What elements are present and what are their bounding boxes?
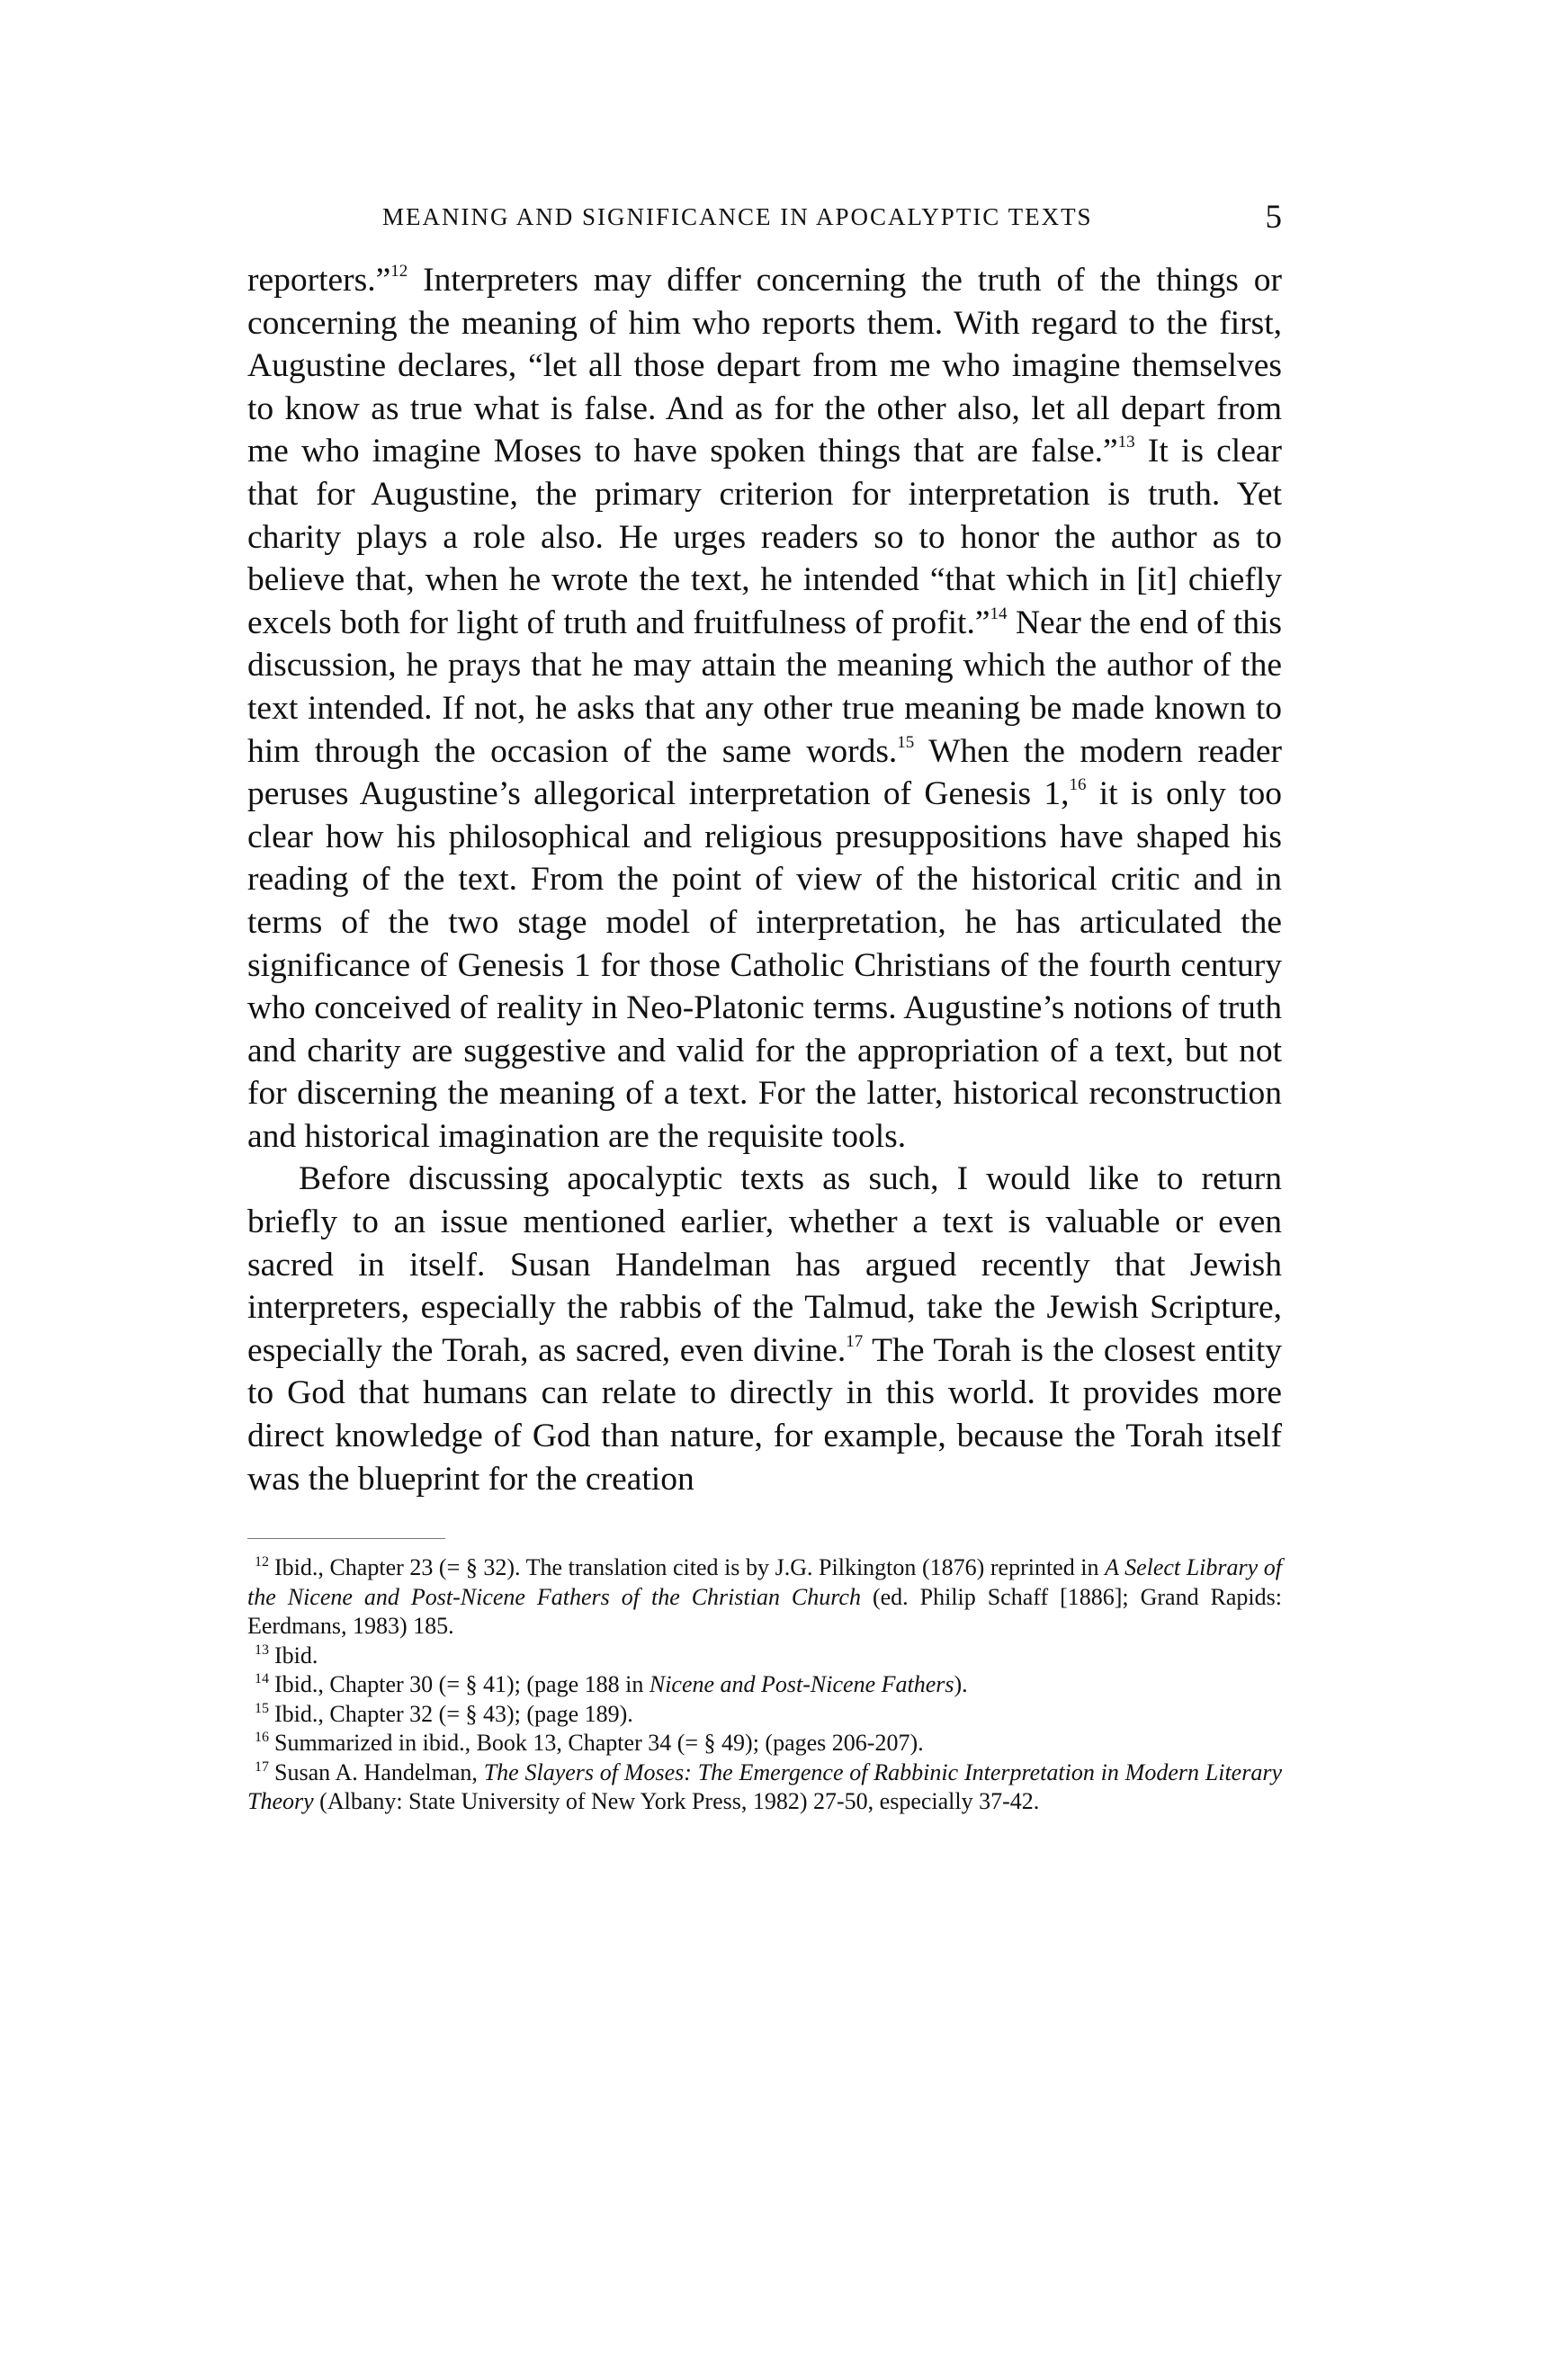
footnote-text: (ed. Philip Schaff [1886]; Grand Rapids: Eerdmans, 1983) 185. xyxy=(247,1583,1282,1640)
footnote-12 xyxy=(247,1553,1282,1642)
text-run: Near the end of this discussion, he prays that he may attain the meaning which the author of the text intended. If not, he asks that any other true meaning be made known to him through the occasion of the same words. xyxy=(247,604,1282,770)
footnote-text: Ibid. xyxy=(274,1642,318,1669)
text-run: reporters.” xyxy=(247,262,391,299)
footnote-text: Susan A. Handelman, xyxy=(274,1758,484,1785)
running-title: MEANING AND SIGNIFICANCE IN APOCALYPTIC TEXTS xyxy=(382,203,1093,230)
text-run: When the modern reader peruses Augustine’s allegorical interpretation of Genesis 1, xyxy=(247,732,1282,813)
running-head xyxy=(247,198,1282,234)
footnote-title: Nicene and Post-Nicene Fathers xyxy=(649,1671,954,1698)
text-run: It is clear that for Augustine, the primary criterion for interpretation is truth. Yet charity plays a role also. He urges readers so to honor the author as to believe that, when he wrote the text, he intended “that which in [it] chiefly excels both for light of truth and fruitfulness of profit.” xyxy=(247,433,1282,641)
footnote-number: 16 xyxy=(255,1730,269,1746)
text-run: The Torah is the closest entity to God that humans can relate to directly in this world. It provides more direct knowledge of God than nature, for example, because the Torah itself was the blueprint for the creation xyxy=(247,1331,1282,1498)
footnote-ref-15: 15 xyxy=(897,732,915,752)
footnote-text: Ibid., Chapter 30 (= § 41); (page 188 in xyxy=(274,1671,650,1698)
footnote-text: Ibid., Chapter 23 (= § 32). The translation cited is by J.G. Pilkington (1876) reprinted in xyxy=(274,1554,1106,1581)
paragraph-2 xyxy=(247,1158,1282,1500)
footnote-14 xyxy=(247,1670,1282,1700)
page-number: 5 xyxy=(1265,199,1282,236)
footnote-divider xyxy=(247,1538,445,1539)
footnote-number: 17 xyxy=(255,1758,269,1775)
footnote-text: Summarized in ibid., Book 13, Chapter 34 (= § 49); (pages 206-207). xyxy=(274,1730,924,1757)
book-page xyxy=(247,198,1282,1817)
footnote-number: 12 xyxy=(255,1554,269,1570)
footnote-ref-16: 16 xyxy=(1069,775,1087,795)
footnote-ref-14: 14 xyxy=(990,604,1008,623)
footnote-17 xyxy=(247,1758,1282,1817)
footnote-title: A Select Library of the Nicene and Post-Nicene Fathers of the Christian Church xyxy=(247,1554,1282,1610)
footnote-15 xyxy=(247,1700,1282,1730)
footnote-number: 13 xyxy=(255,1642,269,1658)
footnote-text: (Albany: State University of New York Press, 1982) 27-50, especially 37-42. xyxy=(313,1788,1040,1815)
footnote-16 xyxy=(247,1729,1282,1758)
text-run: it is only too clear how his philosophical and religious presuppositions have shaped his reading of the text. From the point of view of the historical critic and in terms of the two stage model of interpretation, he has articulated the significance of Genesis 1 for those Catholic Christians of the fourth century who conceived of reality in Neo-Platonic terms. Augustine’s notions of truth and charity are suggestive and valid for the appropriation of a text, but not for discerning the meaning of a text. For the latter, historical reconstruction and historical imagination are the requisite tools. xyxy=(247,775,1282,1155)
footnote-13 xyxy=(247,1642,1282,1671)
footnote-ref-17: 17 xyxy=(846,1331,864,1351)
footnote-number: 14 xyxy=(255,1671,269,1687)
paragraph-1 xyxy=(247,259,1282,1158)
footnote-title: The Slayers of Moses: The Emergence of Rabbinic Interpretation in Modern Literary Theory xyxy=(247,1758,1282,1815)
text-run: Before discussing apocalyptic texts as such, I would like to return briefly to an issue mentioned earlier, whether a text is valuable or even sacred in itself. Susan Handelman has argued recently that Jewish interpreters, especially the rabbis of the Talmud, take the Jewish Scripture, especially the Torah, as sacred, even divine. xyxy=(247,1160,1282,1369)
footnote-text: ). xyxy=(954,1671,968,1698)
text-run: Interpreters may differ concerning the truth of the things or concerning the meaning of him who reports them. With regard to the first, Augustine declares, “let all those depart from me who imagine themselves to know as true what is false. And as for the other also, let all depart from me who imagine Moses to have spoken things that are false.” xyxy=(247,262,1282,470)
footnote-ref-13: 13 xyxy=(1117,433,1135,452)
body-text xyxy=(247,259,1282,1500)
footnote-number: 15 xyxy=(255,1700,269,1716)
footnote-text: Ibid., Chapter 32 (= § 43); (page 189). xyxy=(274,1700,633,1727)
footnotes xyxy=(247,1553,1282,1817)
footnote-ref-12: 12 xyxy=(390,262,408,281)
